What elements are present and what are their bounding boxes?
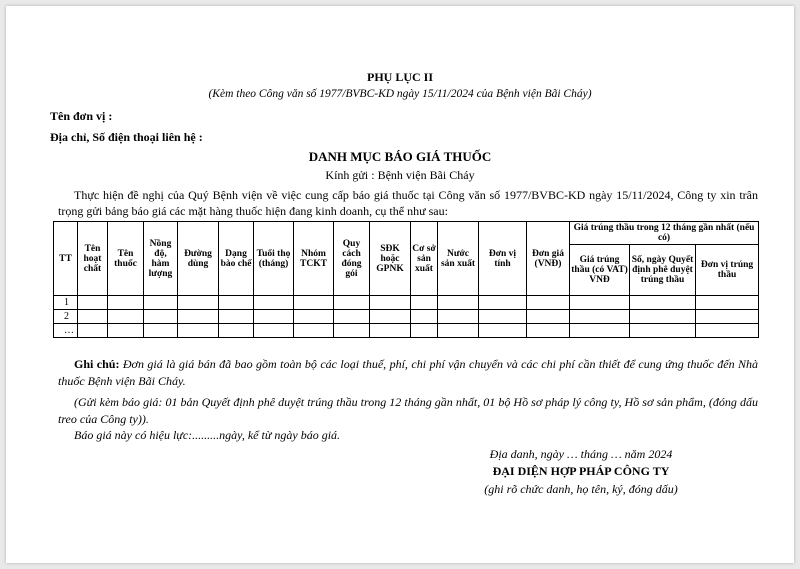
appendix-subtitle: (Kèm theo Công văn số 1977/BVBC-KD ngày 15/11/2024 của Bệnh viện Bãi Cháy) xyxy=(208,88,592,100)
header-unit-price: Đơn giá (VNĐ) xyxy=(527,222,570,296)
row-number: 1 xyxy=(54,296,78,310)
document-heading: DANH MỤC BÁO GIÁ THUỐC xyxy=(308,149,492,164)
signature-title: ĐẠI DIỆN HỢP PHÁP CÔNG TY xyxy=(492,464,670,478)
note-validity: Báo giá này có hiệu lực:.........ngày, kể từ ngày báo giá. xyxy=(74,428,341,442)
header-winning-unit: Đơn vị trúng thầu xyxy=(696,245,759,296)
table-row xyxy=(54,296,759,310)
table-row xyxy=(54,324,759,338)
header-packaging: Quy cách đóng gói xyxy=(334,222,370,296)
header-bid-price: Giá trúng thầu (có VAT) VNĐ xyxy=(570,245,630,296)
header-shelf-life: Tuổi thọ (tháng) xyxy=(254,222,294,296)
intro-paragraph: Thực hiện đề nghị của Quý Bệnh viện về việc cung cấp báo giá thuốc tại Công văn số 1977/BVBC-KD ngày 15/11/2024, Công ty xin trân trọng gửi bảng báo giá các mặt hàng thuốc hiện đang kinh doanh, cụ thể như sau: xyxy=(58,188,758,218)
header-dosage-form: Dạng bào chế xyxy=(219,222,254,296)
header-route: Đường dùng xyxy=(178,222,219,296)
address-label: Địa chỉ, Số điện thoại liên hệ : xyxy=(50,130,203,144)
note-price xyxy=(58,356,758,390)
recipient-line: Kính gửi : Bệnh viện Bãi Cháy xyxy=(325,168,475,182)
appendix-title: PHỤ LỤC II xyxy=(366,70,433,84)
signature-place-date: Địa danh, ngày … tháng … năm 2024 xyxy=(489,447,673,461)
header-tckt-group: Nhóm TCKT xyxy=(294,222,334,296)
table-row xyxy=(54,310,759,324)
header-concentration: Nồng độ, hàm lượng xyxy=(144,222,178,296)
header-tt: TT xyxy=(54,222,78,296)
header-drug-name: Tên thuốc xyxy=(108,222,144,296)
header-country: Nước sản xuất xyxy=(438,222,479,296)
note-label: Ghi chú: xyxy=(74,357,120,371)
header-active-ingredient: Tên hoạt chất xyxy=(78,222,108,296)
header-bid-group: Giá trúng thầu trong 12 tháng gần nhất (nếu có) xyxy=(570,222,759,245)
header-decision: Số, ngày Quyết định phê duyệt trúng thầu xyxy=(630,245,696,296)
document-page xyxy=(6,6,794,563)
row-number: 2 xyxy=(54,310,78,324)
signature-instruction: (ghi rõ chức danh, họ tên, ký, đóng dấu) xyxy=(484,482,678,496)
note-attachments: (Gửi kèm báo giá: 01 bản Quyết định phê duyệt trúng thầu trong 12 tháng gần nhất, 01 bộ Hồ sơ pháp lý công ty, Hồ sơ sản phẩm, (đóng dấu treo của Công ty)). xyxy=(58,395,758,426)
header-manufacturer: Cơ sở sản xuất xyxy=(411,222,438,296)
note-price-text: Đơn giá là giá bán đã bao gồm toàn bộ các loại thuế, phí, chi phí vận chuyển và các chi phí cần thiết để cung ứng thuốc đến Nhà thuốc Bệnh viện Bãi Cháy. xyxy=(58,357,759,388)
unit-name-label: Tên đơn vị : xyxy=(50,109,113,123)
row-number: … xyxy=(54,324,78,338)
header-unit: Đơn vị tính xyxy=(479,222,527,296)
price-quote-table xyxy=(53,221,759,338)
header-registration: SĐK hoặc GPNK xyxy=(370,222,411,296)
